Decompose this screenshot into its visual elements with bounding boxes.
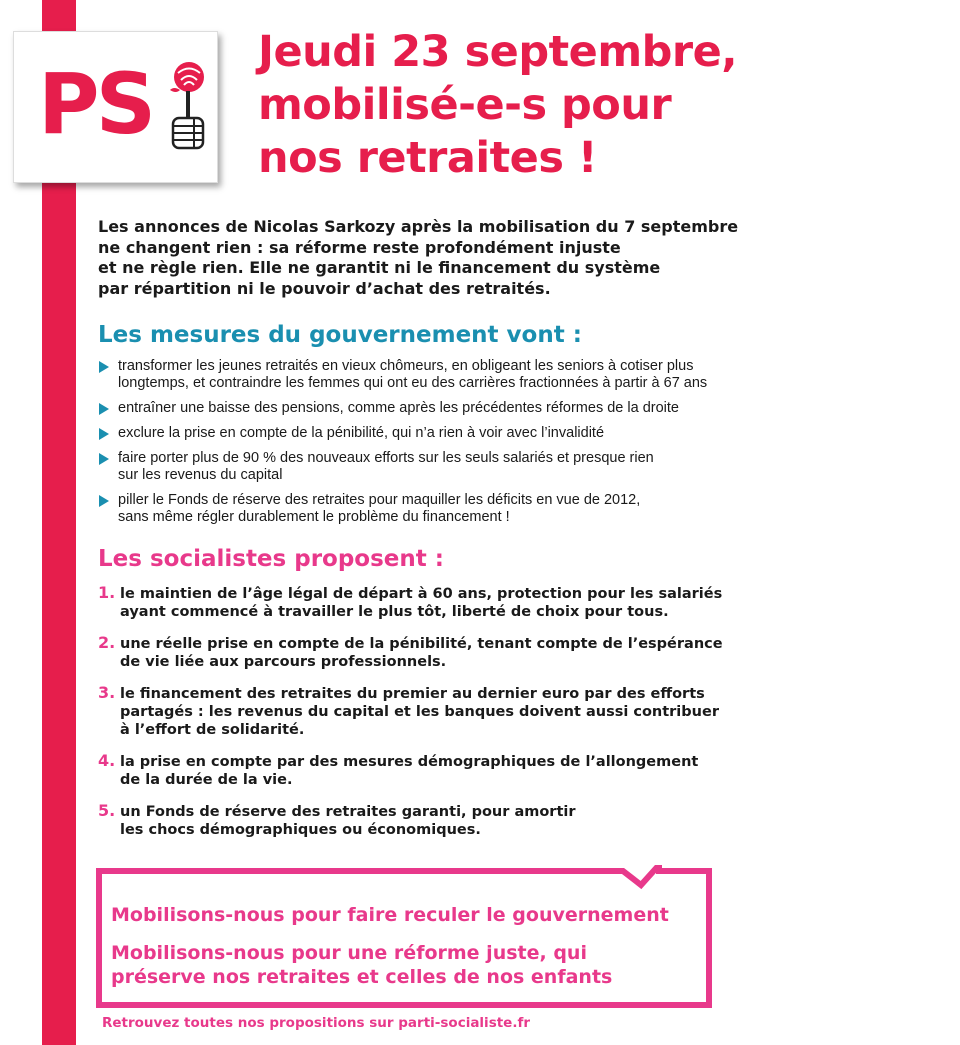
proposal-line: les chocs démographiques ou économiques. bbox=[120, 822, 481, 838]
list-item bbox=[98, 425, 738, 442]
title-line: mobilisé-e-s pour bbox=[258, 80, 672, 130]
list-item bbox=[98, 685, 738, 739]
bullet-line: sans même régler durablement le problème du financement ! bbox=[118, 509, 510, 525]
item-number: 1. bbox=[98, 583, 116, 602]
title-line: Jeudi 23 septembre, bbox=[258, 27, 738, 77]
bullet-line: faire porter plus de 90 % des nouveaux efforts sur les seuls salariés et presque rien bbox=[118, 450, 654, 466]
proposal-line: une réelle prise en compte de la pénibilité, tenant compte de l’espérance bbox=[120, 636, 723, 652]
gov-section-heading: Les mesures du gouvernement vont : bbox=[98, 322, 582, 348]
bullet-line: longtemps, et contraindre les femmes qui ont eu des carrières fractionnées à partir à 67 ans bbox=[118, 375, 708, 391]
callout-line-3: préserve nos retraites et celles de nos enfants bbox=[111, 966, 613, 988]
proposal-line: ayant commencé à travailler le plus tôt, liberté de choix pour tous. bbox=[120, 604, 669, 620]
intro-line: ne changent rien : sa réforme reste profondément injuste bbox=[98, 237, 621, 257]
proposal-line: un Fonds de réserve des retraites garanti, pour amortir bbox=[120, 804, 576, 820]
proposal-line: le financement des retraites du premier au dernier euro par des efforts bbox=[120, 686, 705, 702]
list-item bbox=[98, 358, 738, 392]
title-line: nos retraites ! bbox=[258, 133, 597, 183]
callout-line-2: Mobilisons-nous pour une réforme juste, qui bbox=[111, 942, 587, 964]
triangle-bullet-icon bbox=[99, 453, 109, 465]
list-item bbox=[98, 803, 738, 839]
gov-measures-list bbox=[98, 358, 738, 526]
list-item bbox=[98, 585, 738, 621]
item-number: 3. bbox=[98, 683, 116, 702]
item-number: 5. bbox=[98, 801, 116, 820]
ps-logo bbox=[13, 31, 218, 183]
logo-text: PS bbox=[38, 55, 153, 153]
proposal-line: la prise en compte par des mesures démographiques de l’allongement bbox=[120, 754, 699, 770]
intro-line: par répartition ni le pouvoir d’achat des retraités. bbox=[98, 278, 551, 298]
bullet-line: sur les revenus du capital bbox=[118, 467, 283, 483]
bullet-line: transformer les jeunes retraités en vieux chômeurs, en obligeant les seniors à cotiser plus bbox=[118, 358, 694, 374]
rose-in-fist-icon bbox=[164, 60, 210, 156]
bullet-line: piller le Fonds de réserve des retraites pour maquiller les déficits en vue de 2012, bbox=[118, 492, 641, 508]
triangle-bullet-icon bbox=[99, 361, 109, 373]
speech-bubble-frame bbox=[95, 865, 713, 1011]
proposal-line: partagés : les revenus du capital et les banques doivent aussi contribuer bbox=[120, 704, 719, 720]
proposal-line: à l’effort de solidarité. bbox=[120, 722, 305, 738]
item-number: 2. bbox=[98, 633, 116, 652]
proposal-line: de vie liée aux parcours professionnels. bbox=[120, 654, 447, 670]
list-item bbox=[98, 492, 738, 526]
triangle-bullet-icon bbox=[99, 403, 109, 415]
intro-line: Les annonces de Nicolas Sarkozy après la mobilisation du 7 septembre bbox=[98, 217, 739, 236]
triangle-bullet-icon bbox=[99, 495, 109, 507]
proposal-line: de la durée de la vie. bbox=[120, 772, 293, 788]
list-item bbox=[98, 753, 738, 789]
soc-proposals-list bbox=[98, 585, 738, 839]
soc-section-heading: Les socialistes proposent : bbox=[98, 546, 444, 572]
callout-line-1: Mobilisons-nous pour faire reculer le gouvernement bbox=[111, 904, 669, 926]
intro-line: et ne règle rien. Elle ne garantit ni le financement du système bbox=[98, 258, 661, 277]
bullet-line: entraîner une baisse des pensions, comme après les précédentes réformes de la droite bbox=[118, 400, 679, 416]
intro-paragraph bbox=[98, 217, 758, 299]
page-title bbox=[258, 26, 878, 185]
proposal-line: le maintien de l’âge légal de départ à 60 ans, protection pour les salariés bbox=[120, 586, 723, 602]
item-number: 4. bbox=[98, 751, 116, 770]
bullet-line: exclure la prise en compte de la pénibilité, qui n’a rien à voir avec l’invalidité bbox=[118, 425, 605, 441]
list-item bbox=[98, 635, 738, 671]
list-item bbox=[98, 450, 738, 484]
triangle-bullet-icon bbox=[99, 428, 109, 440]
footer-link[interactable]: Retrouvez toutes nos propositions sur parti-socialiste.fr bbox=[102, 1015, 530, 1031]
callout-box bbox=[95, 865, 713, 1011]
list-item bbox=[98, 400, 738, 417]
